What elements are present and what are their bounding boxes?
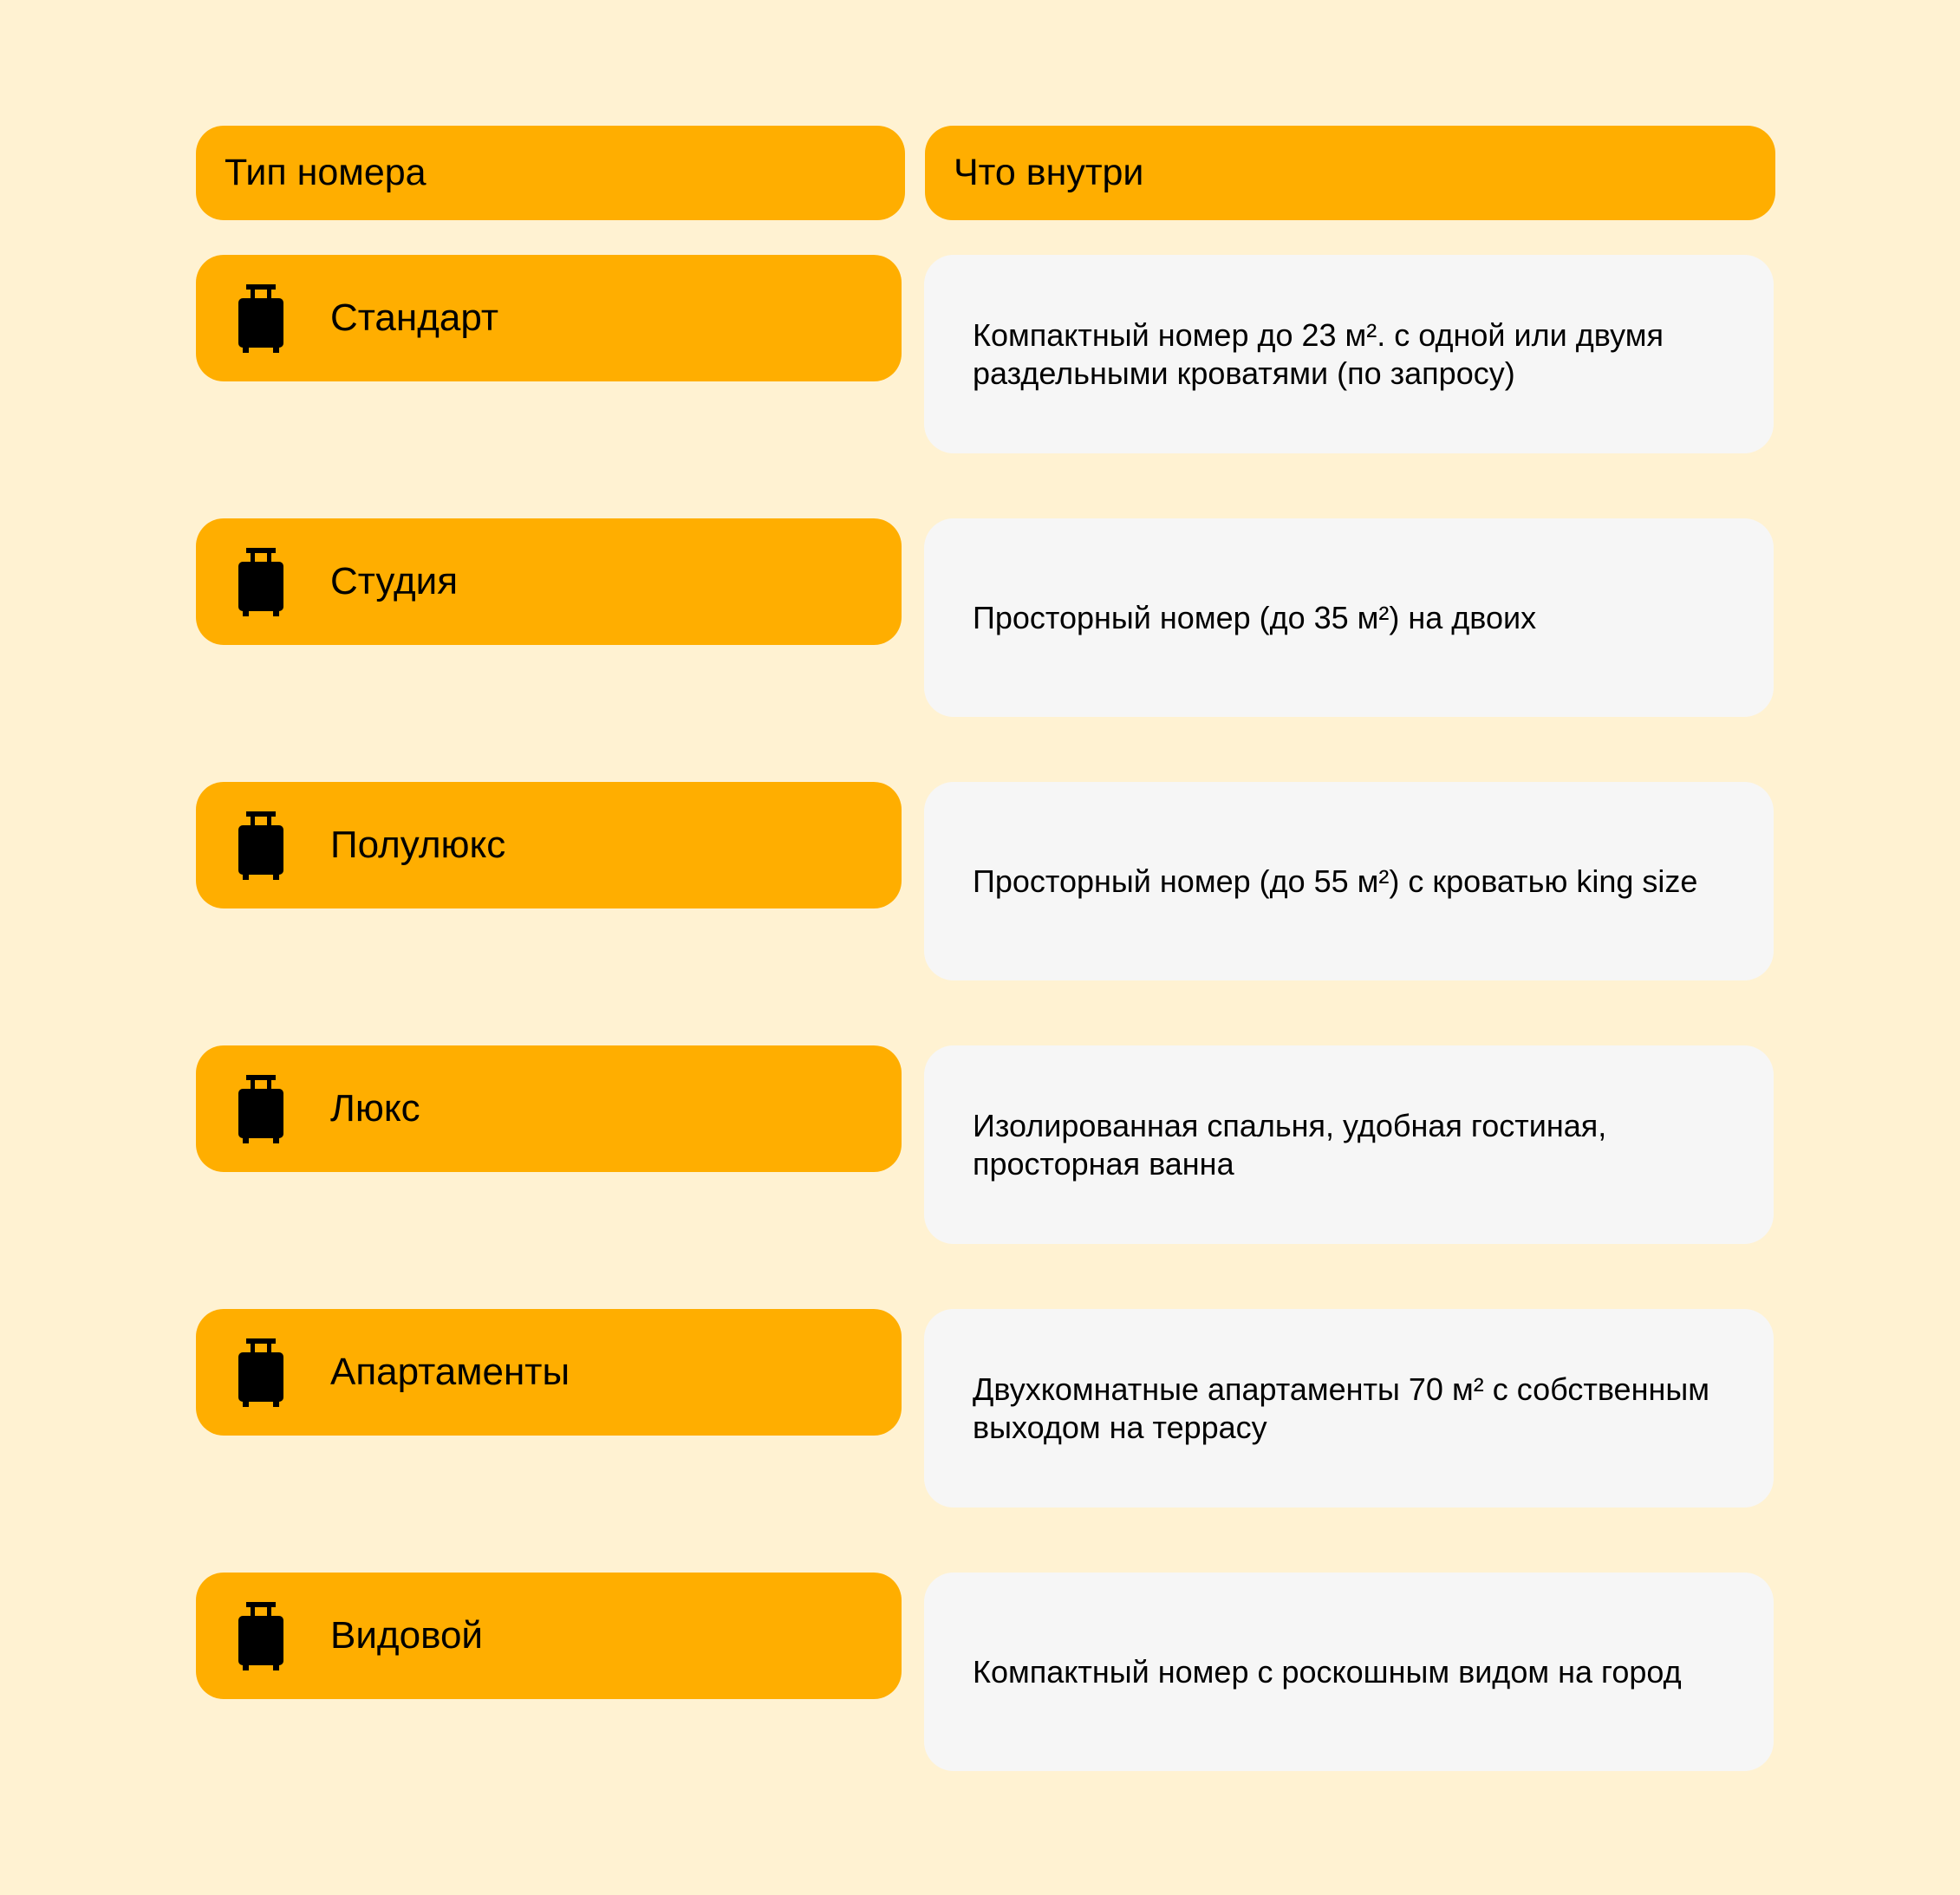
- room-description-text: Компактный номер с роскошным видом на город: [973, 1653, 1682, 1690]
- suitcase-icon: [237, 811, 285, 881]
- room-type-label: Люкс: [330, 1087, 420, 1130]
- room-description-card: [924, 255, 1774, 453]
- room-description-text: Изолированная спальня, удобная гостиная, просторная ванна: [973, 1107, 1607, 1182]
- room-description-text: Просторный номер (до 55 м²) с кроватью king size: [973, 863, 1698, 899]
- room-description-text: Двухкомнатные апартаменты 70 м² с собственным выходом на террасу: [973, 1371, 1709, 1445]
- header-room-type: [196, 126, 905, 220]
- room-type-label: Апартаменты: [330, 1351, 570, 1393]
- room-description-card: [924, 1309, 1774, 1508]
- room-description-card: [924, 518, 1774, 717]
- room-type-label: Стандарт: [330, 296, 499, 339]
- room-type-card: [196, 1573, 902, 1699]
- header-whats-inside: [925, 126, 1775, 220]
- room-type-card: [196, 782, 902, 908]
- room-description-card: [924, 1045, 1774, 1244]
- room-description-card: [924, 782, 1774, 980]
- suitcase-icon: [237, 1602, 285, 1671]
- header-room-type-label: Тип номера: [225, 152, 427, 193]
- suitcase-icon: [237, 284, 285, 354]
- room-description-text: Компактный номер до 23 м². с одной или двумя раздельными кроватями (по запросу): [973, 316, 1664, 391]
- header-whats-inside-label: Что внутри: [954, 152, 1144, 193]
- room-type-label: Видовой: [330, 1614, 483, 1657]
- room-type-card: [196, 1045, 902, 1172]
- room-type-card: [196, 255, 902, 381]
- room-type-card: [196, 518, 902, 645]
- room-type-label: Полулюкс: [330, 824, 506, 866]
- room-type-card: [196, 1309, 902, 1436]
- room-description-card: [924, 1573, 1774, 1771]
- suitcase-icon: [237, 1075, 285, 1144]
- room-type-label: Студия: [330, 560, 459, 602]
- room-description-text: Просторный номер (до 35 м²) на двоих: [973, 599, 1537, 635]
- suitcase-icon: [237, 1338, 285, 1408]
- suitcase-icon: [237, 548, 285, 617]
